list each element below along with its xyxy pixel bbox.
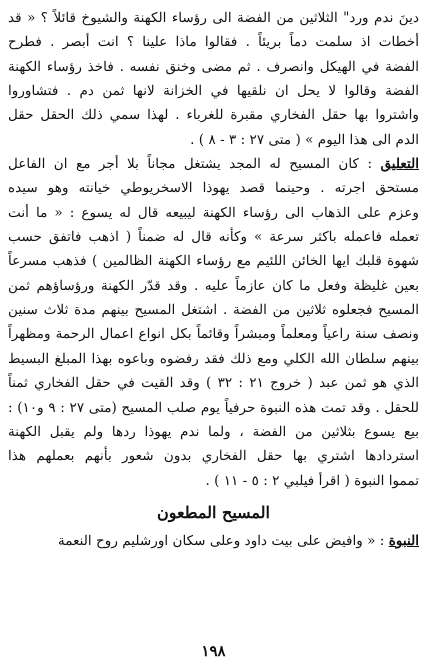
text-line: للحقل . وقد تمت هذه النبوة حرفياً يوم صلب المسيح (متى ٢٧ : ٩ و١٠) :	[8, 399, 419, 416]
quoted-passage	[8, 6, 419, 152]
commentary-section	[8, 152, 419, 493]
text-line: بينهم سلطان الله الكلي ومع ذلك فقد رفضوه وباعوه بهذا المبلغ البسيط	[8, 350, 419, 367]
text-line: الدم الى هذا اليوم » ( متى ٢٧ : ٣ - ٨ ) .	[190, 131, 419, 148]
page-number: ١٩٨	[201, 642, 226, 660]
text-line: وعزم على الذهاب الى رؤساء الكهنة ليبيعه قال له يسوع : « ما أنت	[8, 204, 419, 221]
commentary-first-line	[8, 152, 419, 176]
text-line: تعمله فاعمله باكثر سرعة » وكأنه قال له ضمناً ( اذهب فاتفق حسب	[8, 229, 419, 246]
text-line: بيع يسوع بثلاثين من الفضة ، ولما ندم يهوذا ردها ولم يقبل الكهنة	[8, 423, 419, 440]
text-line: استردادها اشتري بها حقل الفخاري بدون شعور بأنهم بعملهم هذا	[8, 448, 419, 465]
commentary-text: : كان المسيح له المجد يشتغل مجاناً بلا أجر مع ان الفاعل	[8, 156, 373, 173]
text-line: المسيح فجعلوه ثلاثين من الفضة . اشتغل المسيح بينهم مدة ثلاث سنين	[8, 302, 419, 319]
text-line: تمموا النبوة ( اقرأ فيلبي ٢ : ٥ - ١١ ) .	[205, 472, 419, 489]
prophecy-text: : « وافيض على بيت داود وعلى سكان اورشليم روح النعمة	[57, 532, 385, 549]
text-line: واشتروا بها حقل الفخاري مقبرة للغرباء . لهذا سمي ذلك الحقل حقل	[8, 107, 419, 124]
commentary-label: التعليق	[380, 156, 419, 173]
section-title: المسيح المطعون	[157, 502, 270, 522]
text-line: بعين غليظة وفعل ما كان عازماً عليه . وقد قدّر الكهنة ورؤساؤهم ثمن	[8, 277, 419, 294]
text-line: دينَ ندم ورد" الثلاثين من الفضة الى رؤساء الكهنة والشيوخ قائلاً ؟ « قد	[8, 10, 419, 26]
text-line: الذي هو ثمن عبد ( خروج ٢١ : ٣٢ ) وقد القيت في حقل الفخاري ثمناً	[8, 375, 419, 392]
prophecy-line	[8, 529, 419, 553]
text-line: ونصف سنة راعياً ومعلماً ومبشراً وقائماً بكل انواع اعمال الرحمة ومظهراً	[8, 326, 419, 343]
text-line: مستحق اجرته . وحينما قصد يهوذا الاسخريوطي خيانته وهو سيده	[8, 180, 419, 197]
text-line: شهوة قلبك ايها الخائن اللئيم مع رؤساء الكهنة الظالمين ) فذهب مسرعاً	[8, 253, 419, 270]
text-line: أخطات اذ سلمت دماً بريئاً . فقالوا ماذا علينا ؟ انت أبصر . فطرح	[8, 34, 419, 51]
prophecy-label: النبوة	[388, 532, 419, 549]
text-line: الفضة وقالوا لا يحل ان نلقيها في الخزانة لانها ثمن دم . فتشاوروا	[8, 83, 419, 100]
text-line: الفضة في الهيكل وانصرف . ثم مضى وخنق نفسه . فاخذ رؤساء الكهنة	[8, 58, 419, 75]
